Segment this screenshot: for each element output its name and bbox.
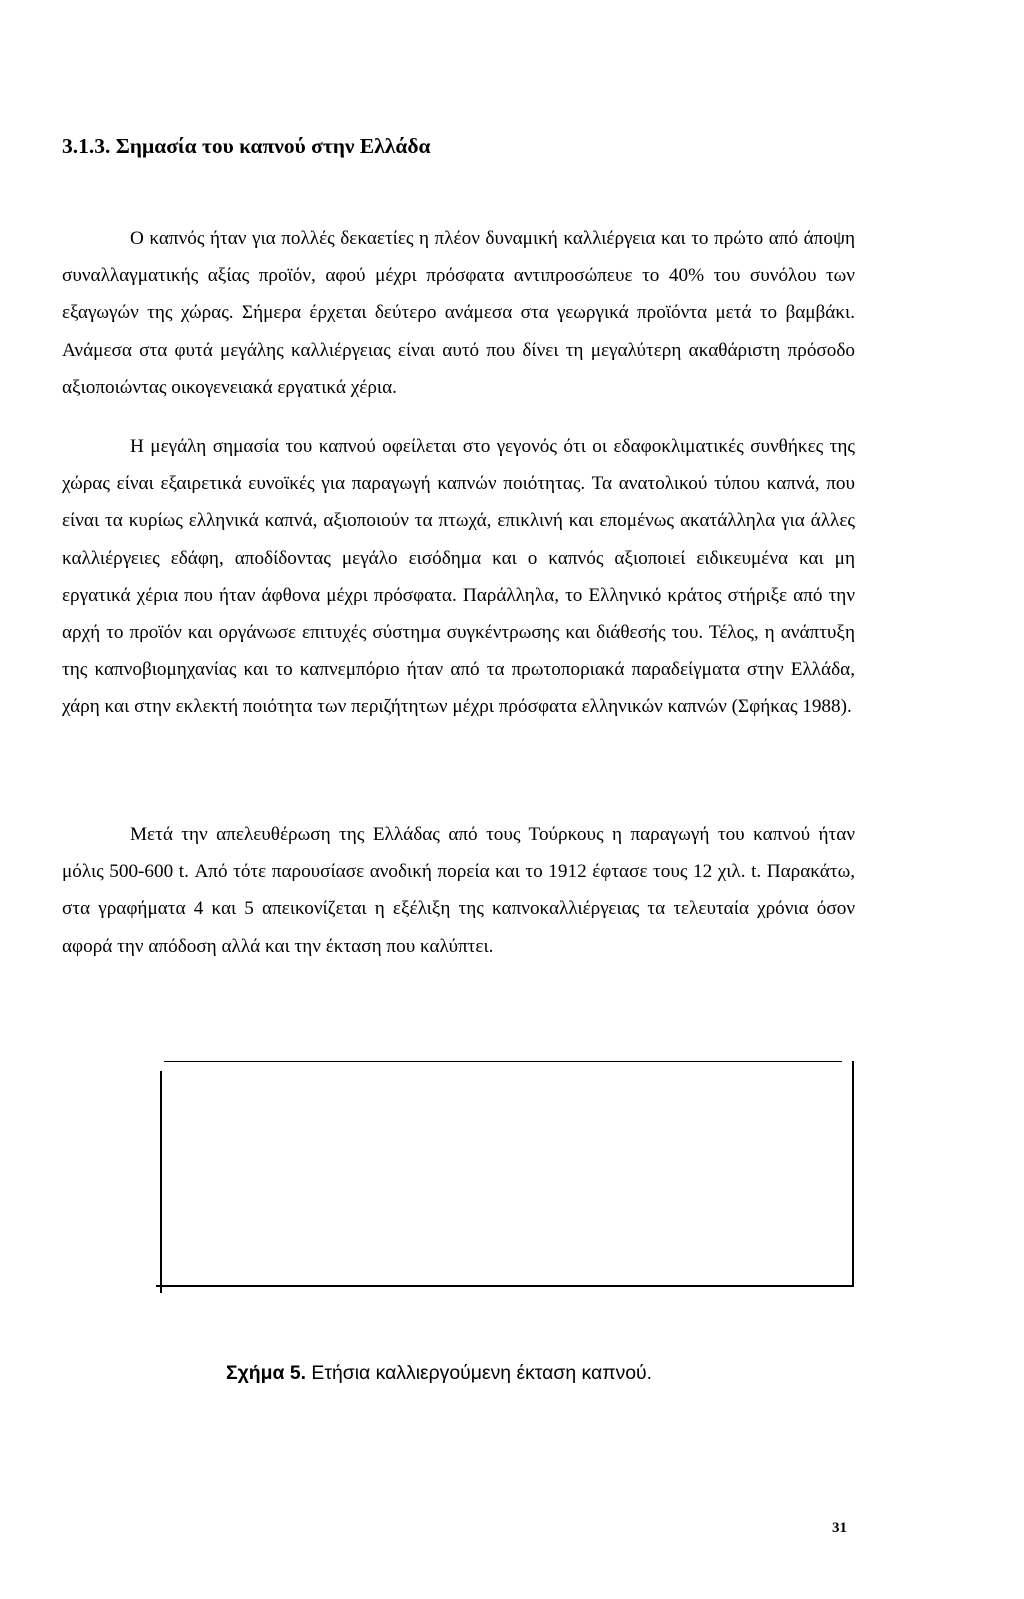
figure-caption-text: Ετήσια καλλιεργούμενη έκταση καπνού.: [311, 1362, 653, 1384]
figure-caption: [226, 1360, 652, 1386]
paragraph-2: [62, 428, 855, 726]
page-number: 31: [832, 1520, 847, 1536]
frame-corner-tick: [160, 1285, 162, 1293]
frame-top-border: [164, 1061, 842, 1062]
figure-5-frame: [160, 1061, 854, 1291]
paragraph-1: [62, 220, 855, 406]
paragraph-text: Μετά την απελευθέρωση της Ελλάδας από τους Τούρκους η παραγωγή του καπνού ήταν μόλις 500-600 t. Από τότε παρουσίασε ανοδική πορεία και το 1912 έφτασε τους 12 χιλ. t. Παρακάτω, στα γραφήματα 4 και 5 απεικονίζεται η εξέλιξη της καπνοκαλλιέργειας τα τελευταία χρόνια όσον αφορά την απόδοση αλλά και την έκταση που καλύπτει.: [62, 824, 855, 957]
frame-right-border: [852, 1061, 854, 1287]
figure-label: Σχήμα 5.: [226, 1362, 306, 1384]
frame-bottom-border: [156, 1285, 854, 1287]
section-heading: 3.1.3. Σημασία του καπνού στην Ελλάδα: [62, 134, 431, 158]
frame-left-border: [160, 1071, 162, 1287]
paragraph-text: Ο καπνός ήταν για πολλές δεκαετίες η πλέον δυναμική καλλιέργεια και το πρώτο από άποψη συναλλαγματικής αξίας προϊόν, αφού μέχρι πρόσφατα αντιπροσώπευε το 40% του συνόλου των εξαγωγών της χώρας. Σήμερα έρχεται δεύτερο ανάμεσα στα γεωργικά προϊόντα μετά το βαμβάκι. Ανάμεσα στα φυτά μεγάλης καλλιέργειας είναι αυτό που δίνει τη μεγαλύτερη ακαθάριστη πρόσοδο αξιοποιώντας οικογενειακά εργατικά χέρια.: [62, 228, 855, 398]
paragraph-3: [62, 816, 855, 965]
paragraph-text: Η μεγάλη σημασία του καπνού οφείλεται στο γεγονός ότι οι εδαφοκλιματικές συνθήκες της χώρας είναι εξαιρετικά ευνοϊκές για παραγωγή καπνών ποιότητας. Τα ανατολικού τύπου καπνά, που είναι τα κυρίως ελληνικά καπνά, αξιοποιούν τα πτωχά, επικλινή και επομένως ακατάλληλα για άλλες καλλιέργειες εδάφη, αποδίδοντας μεγάλο εισόδημα και ο καπνός αξιοποιεί ειδικευμένα και μη εργατικά χέρια που ήταν άφθονα μέχρι πρόσφατα. Παράλληλα, το Ελληνικό κράτος στήριξε από την αρχή το προϊόν και οργάνωσε επιτυχές σύστημα συγκέντρωσης και διάθεσής του. Τέλος, η ανάπτυξη της καπνοβιομηχανίας και το καπνεμπόριο ήταν από τα πρωτοποριακά παραδείγματα στην Ελλάδα, χάρη και στην εκλεκτή ποιότητα των περιζήτητων μέχρι πρόσφατα ελληνικών καπνών (Σφήκας 1988).: [62, 436, 855, 718]
